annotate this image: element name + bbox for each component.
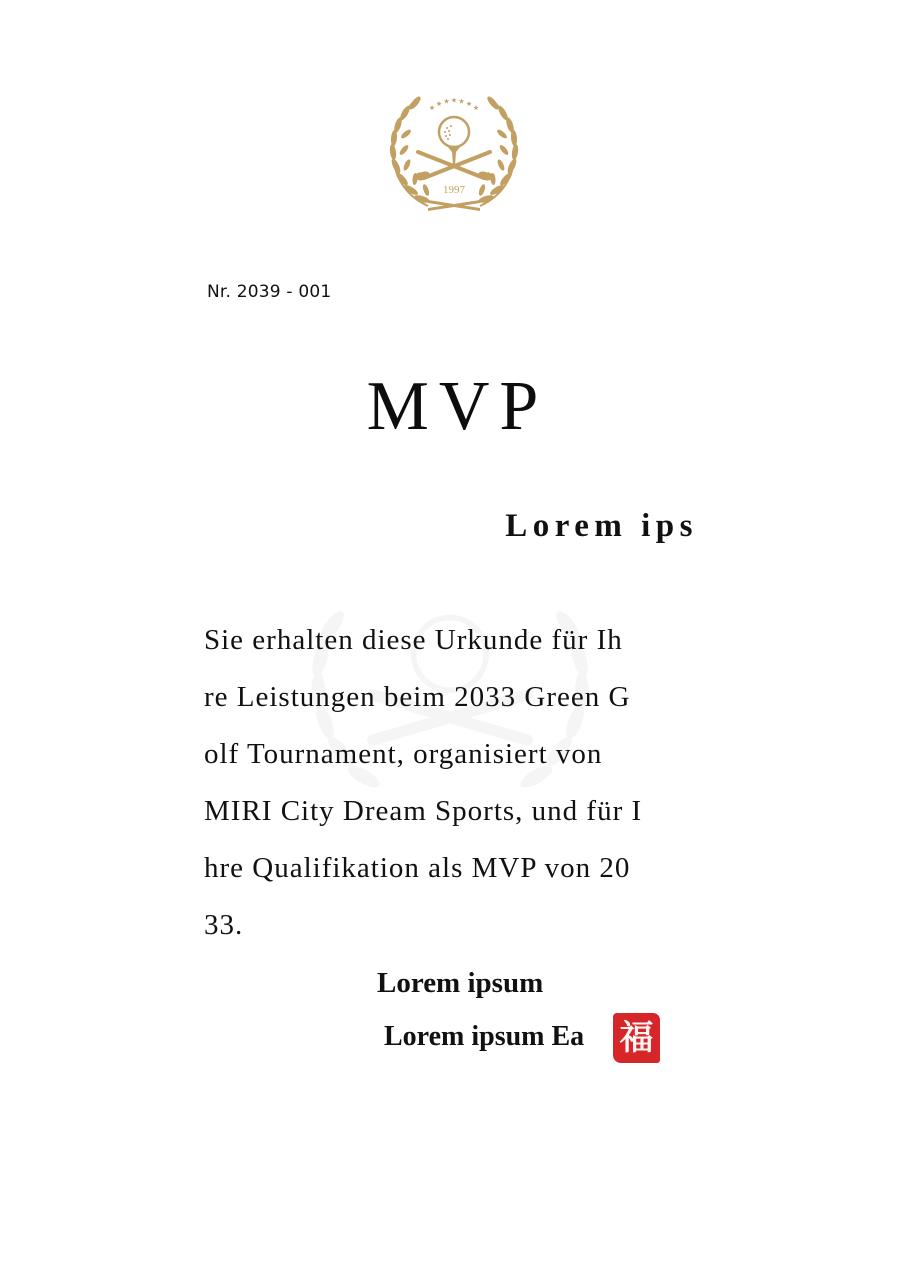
- red-seal-stamp-icon: [613, 1013, 660, 1063]
- svg-text:★: ★: [472, 104, 480, 112]
- svg-text:★: ★: [465, 100, 473, 108]
- svg-text:★: ★: [443, 97, 450, 106]
- body-line: olf Tournament, organisiert von: [204, 738, 603, 770]
- certificate-body: [204, 612, 709, 954]
- body-line: hre Qualifikation als MVP von 20: [204, 852, 631, 884]
- signature-line-2: Lorem ipsum Ea: [384, 1021, 585, 1052]
- certificate-subtitle: Lorem ips: [505, 508, 698, 544]
- emblem-year: 1997: [443, 184, 465, 196]
- svg-text:★: ★: [435, 100, 443, 108]
- certificate-number: Nr. 2039 - 001: [207, 282, 332, 302]
- body-line: Sie erhalten diese Urkunde für Ih: [204, 624, 623, 656]
- golf-laurel-emblem-icon: [388, 94, 520, 212]
- svg-text:★: ★: [428, 104, 436, 112]
- svg-text:★: ★: [450, 96, 458, 105]
- body-line: 33.: [204, 909, 244, 941]
- seal-glyph: 福: [619, 1018, 654, 1058]
- svg-text:★: ★: [458, 97, 465, 106]
- certificate-title: MVP: [366, 368, 549, 445]
- body-line: MIRI City Dream Sports, und für I: [204, 795, 643, 827]
- signature-line-1: Lorem ipsum: [377, 967, 544, 999]
- body-line: re Leistungen beim 2033 Green G: [204, 681, 631, 713]
